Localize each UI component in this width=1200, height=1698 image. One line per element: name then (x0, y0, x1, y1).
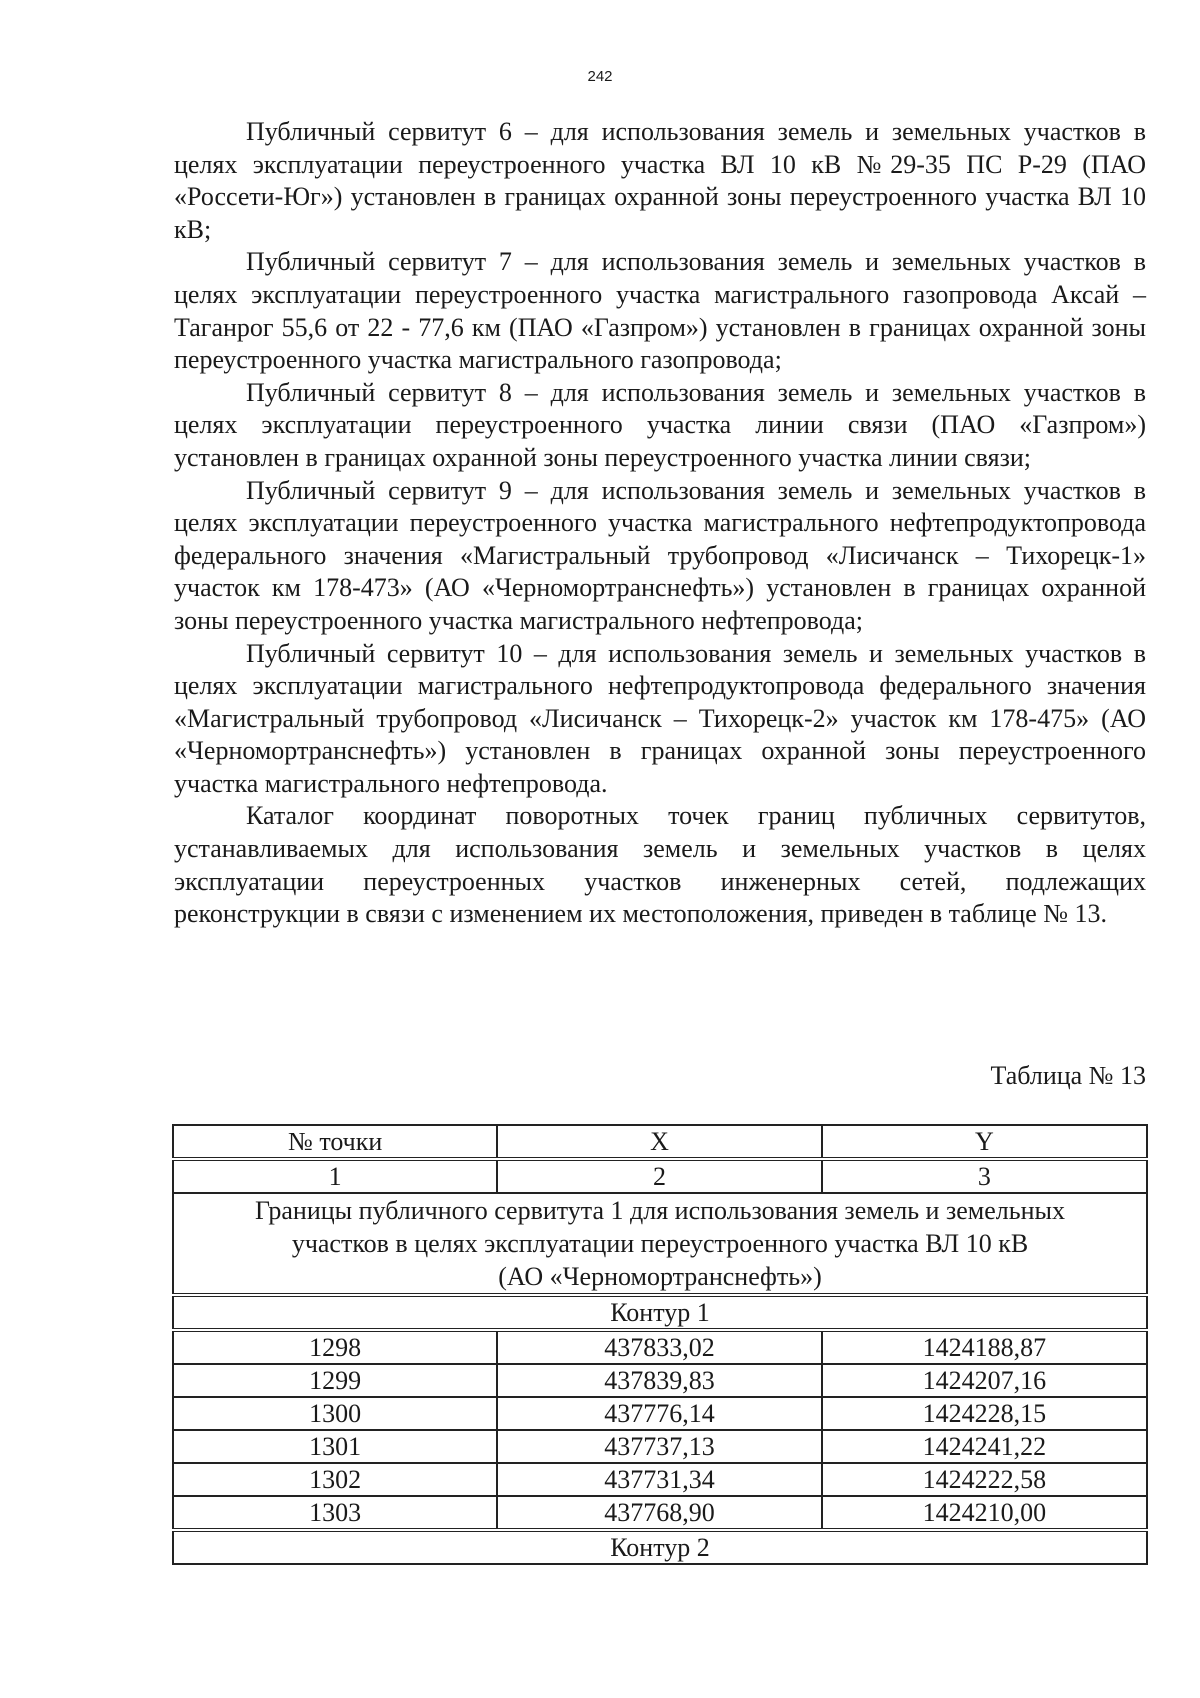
page-number: 242 (587, 68, 613, 85)
paragraph-servitude-6: Публичный сервитут 6 – для использования земель и земельных участков в целях эксплуатации переустроенного участка ВЛ 10 кВ №29-35 ПС Р-29 (ПАО «Россети-Юг») установлен в границах охранной зоны переустроенного участка ВЛ 10 кВ; (174, 117, 1146, 244)
x-value: 437768,90 (497, 1496, 821, 1530)
table-row (173, 1330, 1147, 1364)
paragraph-servitude-10: Публичный сервитут 10 – для использования земель и земельных участков в целях эксплуатации магистрального нефтепродуктопровода федерального значения «Магистральный трубопровод «Лисичанск – Тихорецк-2» участок км 178-475» (АО «Черномортранснефть») установлен в границах охранной зоны переустроенного участка магистрального нефтепровода. (174, 638, 1146, 798)
y-value: 1424207,16 (822, 1364, 1147, 1397)
y-value: 1424188,87 (822, 1330, 1147, 1364)
point-number: 1301 (173, 1430, 497, 1463)
header-point-number: № точки (173, 1125, 497, 1159)
column-number: 2 (497, 1159, 821, 1193)
contour-label: Контур 2 (173, 1530, 1147, 1564)
point-number: 1299 (173, 1364, 497, 1397)
x-value: 437776,14 (497, 1397, 821, 1430)
section-title-line: (АО «Черномортранснефть») (498, 1262, 822, 1291)
y-value: 1424210,00 (822, 1496, 1147, 1530)
section-title-line: участков в целях эксплуатации переустроенного участка ВЛ 10 кВ (291, 1229, 1029, 1258)
contour-label: Контур 1 (173, 1295, 1147, 1330)
table-caption: Таблица № 13 (990, 1061, 1146, 1090)
section-title (173, 1193, 1147, 1295)
coordinates-table (172, 1124, 1148, 1565)
x-value: 437833,02 (497, 1330, 821, 1364)
x-value: 437731,34 (497, 1463, 821, 1496)
column-number: 3 (822, 1159, 1147, 1193)
y-value: 1424228,15 (822, 1397, 1147, 1430)
section-title-line: Границы публичного сервитута 1 для использования земель и земельных (255, 1196, 1065, 1225)
x-value: 437839,83 (497, 1364, 821, 1397)
section-title-row (173, 1193, 1147, 1295)
point-number: 1300 (173, 1397, 497, 1430)
x-value: 437737,13 (497, 1430, 821, 1463)
table-row (173, 1496, 1147, 1530)
paragraph-servitude-9: Публичный сервитут 9 – для использования земель и земельных участков в целях эксплуатации переустроенного участка магистрального нефтепродуктопровода федерального значения «Магистральный трубопровод «Лисичанск – Тихорецк-1» участок км 178-473» (АО «Черномортранснефть») установлен в границах охранной зоны переустроенного участка магистрального нефтепровода; (174, 475, 1146, 635)
y-value: 1424222,58 (822, 1463, 1147, 1496)
contour-row (173, 1295, 1147, 1330)
body-text (174, 116, 1146, 931)
table-header-row (173, 1125, 1147, 1159)
table-row (173, 1430, 1147, 1463)
paragraph-servitude-8: Публичный сервитут 8 – для использования земель и земельных участков в целях эксплуатации переустроенного участка линии связи (ПАО «Газпром») установлен в границах охранной зоны переустроенного участка линии связи; (174, 377, 1146, 472)
point-number: 1303 (173, 1496, 497, 1530)
paragraph-servitude-7: Публичный сервитут 7 – для использования земель и земельных участков в целях эксплуатации переустроенного участка магистрального газопровода Аксай – Таганрог 55,6 от 22 - 77,6 км (ПАО «Газпром») установлен в границах охранной зоны переустроенного участка магистрального газопровода; (174, 247, 1146, 375)
column-number: 1 (173, 1159, 497, 1193)
header-y: Y (822, 1125, 1147, 1159)
point-number: 1302 (173, 1463, 497, 1496)
column-number-row (173, 1159, 1147, 1193)
y-value: 1424241,22 (822, 1430, 1147, 1463)
table-row (173, 1463, 1147, 1496)
paragraph-catalog-intro: Каталог координат поворотных точек границ публичных сервитутов, устанавливаемых для использования земель и земельных участков в целях эксплуатации переустроенных участков инженерных сетей, подлежащих реконструкции в связи с изменением их местоположения, приведен в таблице № 13. (174, 801, 1146, 929)
table-row (173, 1364, 1147, 1397)
table-row (173, 1397, 1147, 1430)
contour-row (173, 1530, 1147, 1564)
header-x: X (497, 1125, 821, 1159)
point-number: 1298 (173, 1330, 497, 1364)
